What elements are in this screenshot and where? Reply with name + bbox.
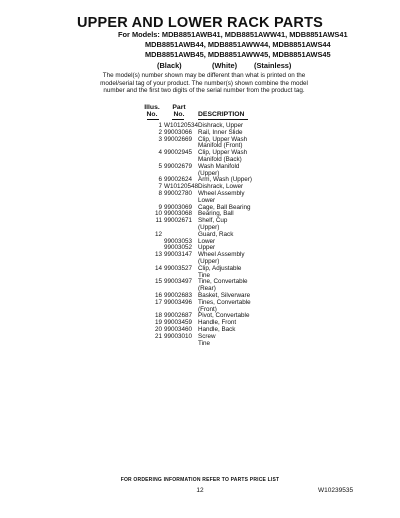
illus-number: 16	[154, 291, 162, 299]
table-row	[140, 279, 300, 293]
description-line: Lower	[198, 196, 216, 204]
part-number: 99002780	[164, 189, 193, 197]
header-description-underline	[198, 111, 248, 120]
illus-number: 3	[158, 135, 162, 143]
part-number: 99003460	[164, 325, 193, 333]
description-line: Wheel Assembly	[198, 189, 245, 197]
illus-number: 19	[154, 319, 162, 327]
table-row	[140, 191, 300, 205]
parts-table-header	[140, 104, 300, 120]
part-number: 99003066	[164, 128, 193, 136]
illus-number: 14	[154, 264, 162, 272]
table-row	[140, 252, 300, 266]
description-line: Wheel Assembly	[198, 251, 245, 259]
header-illus-line-1: Illus.	[144, 104, 160, 111]
illus-number: 9	[158, 203, 162, 211]
description-line: Clip, Upper Wash	[198, 149, 248, 157]
color-legend	[0, 61, 400, 71]
illus-number: 13	[154, 251, 162, 259]
ordering-note: FOR ORDERING INFORMATION REFER TO PARTS PRICE LIST	[120, 477, 280, 483]
part-number: 99002679	[164, 162, 193, 170]
description-line: Lower	[198, 237, 216, 245]
part-number: 99002671	[164, 217, 193, 225]
description-line: Arm, Wash (Upper)	[198, 176, 252, 184]
description-line: Tine, Convertable	[198, 278, 248, 286]
description-line: Dishrack, Lower	[198, 183, 244, 191]
header-part-line-2: No.	[173, 111, 185, 119]
illus-number: 12	[154, 230, 162, 238]
part-description	[198, 137, 300, 151]
illus-number: 4	[158, 149, 162, 157]
description-line: (Upper)	[198, 257, 220, 265]
illus-number: 17	[154, 298, 162, 306]
description-line: (Front)	[198, 305, 217, 313]
part-description	[198, 191, 300, 205]
illus-number: 10	[154, 210, 162, 218]
part-number: W10120548	[164, 183, 198, 191]
illus-number: 6	[158, 176, 162, 184]
part-number: 99003053	[164, 237, 193, 245]
description-line: Clip, Adjustable	[198, 264, 242, 272]
model-line-1: For Models: MDB8851AWB41, MDB8851AWW41, MDB8851AWS41	[118, 30, 348, 39]
page-number: 12	[196, 487, 204, 494]
part-number: 99003069	[164, 203, 193, 211]
illus-number: 21	[154, 332, 162, 340]
model-number-note	[96, 72, 312, 95]
part-number: 99003052	[164, 244, 193, 252]
illus-number: 5	[158, 162, 162, 170]
table-row	[140, 266, 300, 280]
header-illus-line-2: No.	[146, 111, 158, 119]
description-line: Tine	[198, 271, 211, 279]
part-number: 99003147	[164, 251, 193, 259]
illus-number: 7	[158, 183, 162, 191]
part-number: 99003527	[164, 264, 193, 272]
part-description	[198, 334, 300, 348]
header-description: DESCRIPTION	[198, 111, 245, 119]
header-part-line-1: Part	[172, 104, 186, 111]
part-description	[198, 300, 300, 314]
table-row	[140, 137, 300, 151]
part-description	[198, 266, 300, 280]
illus-number: 15	[154, 278, 162, 286]
description-line: Cage, Ball Bearing	[198, 203, 251, 211]
header-part-underline	[172, 111, 184, 120]
description-line: Guard, Rack	[198, 230, 234, 238]
part-number: 99003497	[164, 278, 193, 286]
description-line: (Upper)	[198, 223, 220, 231]
description-line: Wash Manifold	[198, 162, 240, 170]
color-stainless: (Stainless)	[254, 61, 292, 70]
part-number: 99003068	[164, 210, 193, 218]
table-row	[140, 150, 300, 164]
description-line: Pivot, Convertable	[198, 312, 250, 320]
table-row	[140, 334, 300, 348]
description-line: Manifold (Back)	[198, 155, 242, 163]
part-number: 99003010	[164, 332, 193, 340]
description-line: Dishrack, Upper	[198, 122, 244, 129]
note-line-1: The model(s) number shown may be different than what is printed on the	[102, 72, 306, 79]
part-number: W10120534	[164, 122, 198, 129]
parts-table-body	[140, 123, 300, 347]
description-line: Bearing, Ball	[198, 210, 234, 218]
part-number: 99002669	[164, 135, 193, 143]
part-number: 99002945	[164, 149, 193, 157]
note-line-2: model/serial tag of your product. The number(s) shown combine the model	[100, 79, 308, 87]
description-line: Tine	[198, 339, 211, 347]
illus-number: 1	[158, 122, 162, 129]
description-line: Upper	[198, 244, 216, 252]
illus-number: 20	[154, 325, 162, 333]
description-line: Handle, Front	[198, 319, 237, 327]
description-line: Manifold (Front)	[198, 142, 243, 150]
header-illus-underline	[147, 111, 159, 120]
part-description	[198, 279, 300, 293]
illus-number	[140, 239, 164, 246]
part-number: 99002687	[164, 312, 193, 320]
color-white: (White)	[212, 61, 238, 70]
table-row	[140, 218, 300, 232]
description-line: Handle, Back	[198, 325, 236, 333]
description-line: Clip, Upper Wash	[198, 135, 248, 143]
illus-number: 18	[154, 312, 162, 320]
description-line: (Upper)	[198, 169, 220, 177]
description-line: Basket, Silverware	[198, 291, 251, 299]
part-description	[198, 150, 300, 164]
description-line: Screw	[198, 332, 216, 340]
table-row	[140, 164, 300, 178]
model-line-2: MDB8851AWB44, MDB8851AWW44, MDB8851AWS44	[145, 40, 331, 50]
part-number: 99003459	[164, 319, 193, 327]
part-number: 99003496	[164, 298, 193, 306]
illus-number: 8	[158, 189, 162, 197]
part-description	[198, 218, 300, 232]
document-number: W10239535	[318, 487, 354, 494]
part-description	[198, 164, 300, 178]
description-line: Tines, Convertable	[198, 298, 251, 306]
description-line: (Rear)	[198, 285, 216, 293]
model-list	[118, 30, 398, 61]
part-description	[198, 252, 300, 266]
description-line: Rail, Inner Slide	[198, 128, 243, 136]
color-black: (Black)	[157, 61, 182, 70]
part-number: 99002624	[164, 176, 193, 184]
illus-number: 2	[158, 128, 162, 136]
table-row	[140, 300, 300, 314]
parts-table	[140, 104, 300, 347]
part-number: 99002683	[164, 291, 193, 299]
page-title: UPPER AND LOWER RACK PARTS	[76, 15, 324, 31]
model-line-3: MDB8851AWB45, MDB8851AWW45, MDB8851AWS45	[145, 50, 331, 60]
illus-number: 11	[155, 217, 162, 225]
note-line-3: number and the first two digits of the serial number from the product tag.	[103, 87, 305, 95]
description-line: Shelf, Cup	[198, 217, 228, 225]
